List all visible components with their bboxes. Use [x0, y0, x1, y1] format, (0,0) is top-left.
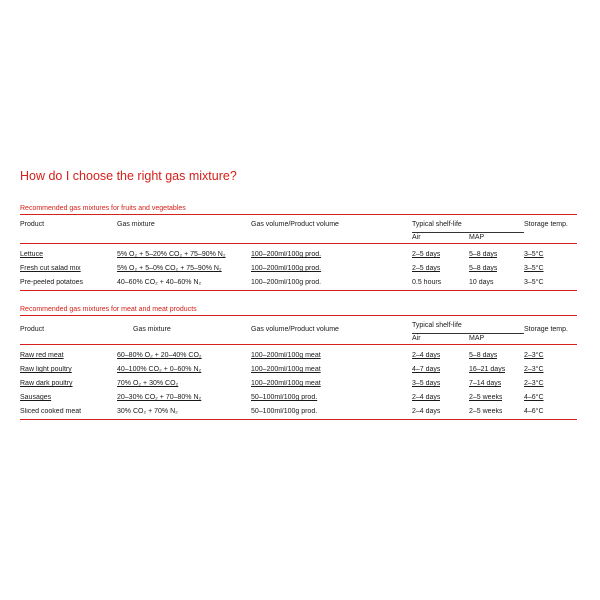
cell-gas-mixture: 20–30% CO₂ + 70–80% N₂: [117, 394, 202, 401]
cell-map: 5–8 days: [469, 265, 498, 272]
cell-storage-temp: 3–5°C: [524, 265, 544, 272]
page-title: How do I choose the right gas mixture?: [20, 169, 237, 183]
cell-gas-volume: 100–200ml/100g prod.: [251, 265, 322, 272]
header-map: MAP: [469, 335, 485, 342]
cell-gas-mixture: 5% O₂ + 5–20% CO₂ + 75–90% N₂: [117, 251, 226, 258]
cell-map: 2–5 weeks: [469, 408, 503, 415]
cell-product: Lettuce: [20, 251, 43, 258]
cell-gas-mixture: 30% CO₂ + 70% N₂: [117, 408, 178, 415]
table-row: [20, 405, 577, 419]
header-product: Product: [20, 221, 45, 228]
fruits-table-body: [20, 244, 577, 291]
cell-air: 3–5 days: [412, 380, 441, 387]
fruits-section-title: Recommended gas mixtures for fruits and vegetables: [20, 203, 577, 215]
cell-storage-temp: 2–3°C: [524, 366, 544, 373]
header-map: MAP: [469, 234, 485, 241]
cell-air: 2–4 days: [412, 408, 441, 415]
cell-map: 5–8 days: [469, 352, 498, 359]
cell-map: 5–8 days: [469, 251, 498, 258]
header-gas-mixture: Gas mixture: [117, 221, 155, 228]
header-gas-mixture: Gas mixture: [133, 326, 171, 333]
table-row: [20, 248, 577, 262]
cell-air: 2–5 days: [412, 265, 441, 272]
cell-storage-temp: 4–6°C: [524, 394, 544, 401]
cell-air: 0.5 hours: [412, 279, 442, 286]
cell-gas-volume: 50–100ml/100g prod.: [251, 394, 318, 401]
cell-air: 2–4 days: [412, 394, 441, 401]
meat-section-title: Recommended gas mixtures for meat and meat products: [20, 304, 577, 316]
cell-gas-mixture: 60–80% O₂ + 20–40% CO₂: [117, 352, 202, 359]
header-air: Air: [412, 234, 421, 241]
table-row: [20, 363, 577, 377]
header-air: Air: [412, 335, 421, 342]
cell-product: Raw light poultry: [20, 366, 72, 373]
header-gas-volume: Gas volume/Product volume: [251, 326, 339, 333]
cell-gas-mixture: 40–100% CO₂ + 0–60% N₂: [117, 366, 202, 373]
cell-storage-temp: 3–5°C: [524, 251, 544, 258]
cell-product: Pre-peeled potatoes: [20, 279, 84, 286]
fruits-table-header: [20, 215, 577, 244]
cell-map: 10 days: [469, 279, 494, 286]
cell-storage-temp: 2–3°C: [524, 352, 544, 359]
cell-air: 2–5 days: [412, 251, 441, 258]
cell-gas-mixture: 70% O₂ + 30% CO₂: [117, 380, 179, 387]
cell-product: Sausages: [20, 394, 52, 401]
meat-table-header: [20, 316, 577, 345]
cell-storage-temp: 4–6°C: [524, 408, 544, 415]
cell-gas-volume: 50–100ml/100g prod.: [251, 408, 318, 415]
header-shelf-life: Typical shelf-life: [412, 322, 462, 329]
cell-product: Fresh cut salad mix: [20, 265, 81, 272]
shelf-life-divider: [412, 232, 524, 233]
header-gas-volume: Gas volume/Product volume: [251, 221, 339, 228]
header-shelf-life: Typical shelf-life: [412, 221, 462, 228]
cell-gas-volume: 100–200ml/100g meat: [251, 366, 321, 373]
cell-air: 2–4 days: [412, 352, 441, 359]
table-row: [20, 391, 577, 405]
cell-gas-mixture: 5% O₂ + 5–0% CO₂ + 75–90% N₂: [117, 265, 222, 272]
cell-storage-temp: 2–3°C: [524, 380, 544, 387]
header-product: Product: [20, 326, 45, 333]
cell-gas-volume: 100–200ml/100g meat: [251, 352, 321, 359]
shelf-life-divider: [412, 333, 524, 334]
cell-product: Raw dark poultry: [20, 380, 73, 387]
cell-gas-volume: 100–200ml/100g prod.: [251, 251, 322, 258]
header-storage-temp: Storage temp.: [524, 326, 568, 333]
cell-gas-volume: 100–200ml/100g meat: [251, 380, 321, 387]
fruits-vegetables-section: [20, 203, 577, 291]
header-storage-temp: Storage temp.: [524, 221, 568, 228]
meat-products-section: [20, 304, 577, 420]
table-row: [20, 276, 577, 290]
cell-product: Sliced cooked meat: [20, 408, 82, 415]
cell-air: 4–7 days: [412, 366, 441, 373]
table-row: [20, 262, 577, 276]
cell-map: 2–5 weeks: [469, 394, 503, 401]
cell-gas-volume: 100–200ml/100g prod.: [251, 279, 322, 286]
table-row: [20, 349, 577, 363]
cell-product: Raw red meat: [20, 352, 64, 359]
table-row: [20, 377, 577, 391]
cell-gas-mixture: 40–60% CO₂ + 40–60% N₂: [117, 279, 202, 286]
cell-storage-temp: 3–5°C: [524, 279, 544, 286]
cell-map: 16–21 days: [469, 366, 506, 373]
cell-map: 7–14 days: [469, 380, 502, 387]
meat-table-body: [20, 345, 577, 420]
